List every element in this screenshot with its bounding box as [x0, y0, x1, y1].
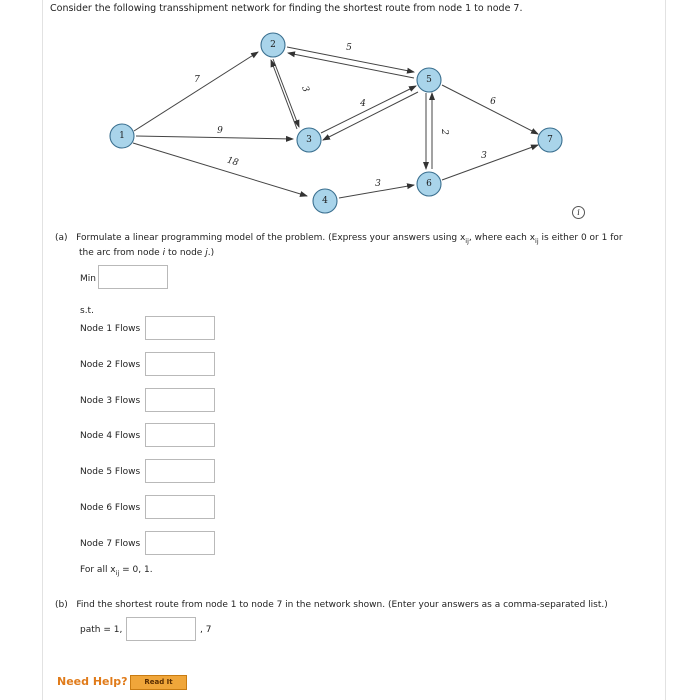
path-input[interactable] [126, 617, 196, 641]
node-4 [313, 189, 337, 213]
node-5-flows-input[interactable] [145, 459, 215, 483]
arc-5-2 [288, 53, 414, 78]
svg-text:4: 4 [322, 196, 328, 206]
node-6-flows-label: Node 6 Flows [80, 503, 141, 513]
weight-2-3: 3 [299, 84, 311, 94]
path-label: path = 1, [80, 625, 123, 635]
info-icon[interactable]: i [572, 206, 585, 219]
node-3-flows-input[interactable] [145, 388, 215, 412]
weight-3-5: 4 [360, 99, 366, 109]
arc-1-2 [134, 52, 258, 131]
svg-text:1: 1 [119, 131, 125, 141]
node-2-flows-label: Node 2 Flows [80, 360, 141, 370]
node-7-flows-input[interactable] [145, 531, 215, 555]
path-end: , 7 [200, 625, 212, 635]
weight-2-5: 5 [346, 43, 352, 53]
arc-3-5 [321, 86, 416, 133]
arc-6-7 [442, 145, 538, 180]
arc-1-3 [136, 136, 293, 139]
weight-5-7: 6 [490, 97, 496, 107]
arc-1-4 [133, 143, 307, 196]
arc-5-3 [323, 92, 418, 140]
network-diagram [0, 0, 678, 220]
objective-input[interactable] [98, 265, 168, 289]
node-1 [110, 124, 134, 148]
node-3-flows-label: Node 3 Flows [80, 396, 141, 406]
svg-text:3: 3 [306, 135, 312, 145]
min-label: Min [80, 274, 96, 284]
part-b-question: (b) Find the shortest route from node 1 to node 7 in the network shown. (Enter your answers as a comma-separated list.) [55, 600, 608, 610]
weight-1-3: 9 [217, 126, 223, 136]
svg-text:2: 2 [270, 40, 276, 50]
weight-1-4: 18 [225, 155, 240, 169]
svg-text:5: 5 [426, 75, 432, 85]
node-6 [417, 172, 441, 196]
node-5-flows-label: Node 5 Flows [80, 467, 141, 477]
st-label: s.t. [80, 306, 94, 316]
node-1-flows-input[interactable] [145, 316, 215, 340]
weight-1-2: 7 [194, 75, 200, 85]
node-4-flows-input[interactable] [145, 423, 215, 447]
node-2 [261, 33, 285, 57]
svg-text:6: 6 [426, 179, 432, 189]
node-6-flows-input[interactable] [145, 495, 215, 519]
arc-2-3 [273, 59, 299, 127]
need-help-label: Need Help? [57, 675, 128, 688]
node-7-flows-label: Node 7 Flows [80, 539, 141, 549]
weight-4-6: 3 [375, 179, 381, 189]
node-4-flows-label: Node 4 Flows [80, 431, 141, 441]
part-a-line1: (a) Formulate a linear programming model of the problem. (Express your answers using $x_{ij}$, where each $x_{ij}$ is either 0 or 1 for [55, 233, 623, 245]
weight-6-7: 3 [481, 151, 487, 161]
node-3 [297, 128, 321, 152]
part-a-line2: the arc from node i to node j.) [79, 248, 215, 258]
weight-5-6: 2 [439, 129, 449, 135]
node-5 [417, 68, 441, 92]
arc-3-2 [271, 60, 297, 129]
node-1-flows-label: Node 1 Flows [80, 324, 141, 334]
svg-text:7: 7 [547, 135, 553, 145]
node-7 [538, 128, 562, 152]
read-it-button[interactable]: Read It [130, 675, 187, 690]
node-2-flows-input[interactable] [145, 352, 215, 376]
arc-5-7 [442, 85, 538, 134]
problem-intro: Consider the following transshipment network for finding the shortest route from node 1 to node 7. [50, 3, 523, 14]
binary-constraint: For all $x_{ij} = 0$, 1. [80, 565, 153, 577]
